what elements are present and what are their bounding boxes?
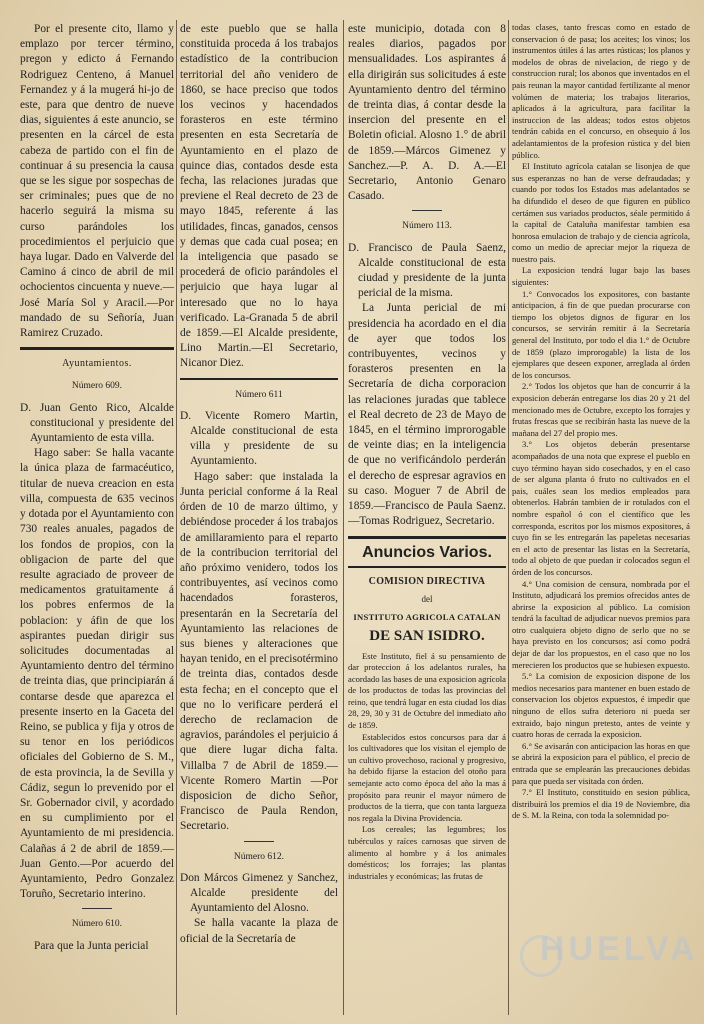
base-item: 7.° El Instituto, constituido en sesion pública, distribuirá los premios el dia 19 de Noviembre, dia de S. M. la Reina, con toda la solemnidad po- xyxy=(512,787,690,821)
institute-subtitle: DE SAN ISIDRO. xyxy=(369,628,485,645)
short-rule xyxy=(412,210,442,211)
notice-number: Número 610. xyxy=(71,919,123,930)
notice-heading: Don Márcos Gimenez y Sanchez, Alcalde presidente del Ayuntamiento del Alosno. xyxy=(180,871,338,915)
notice-number: Número 611 xyxy=(235,389,283,400)
announcement-paragraph: La exposicion tendrá lugar bajo las bases siguientes: xyxy=(512,265,690,288)
section-divider xyxy=(180,378,338,380)
base-item: 1.° Convocados los expositores, con bastante anticipacion, á fin de que puedan procurarse con tiempo los objetos dignos de figurar en los concursos, se servirán remitir á la Secretaría general del Instituto, por todo el dia 1.° de Octubre de 1859 (plazo improrogable) la lista de los ejemplares que deseen exponer, arreglada al órden de los concursos. xyxy=(512,288,690,380)
notice-body: La Junta pericial de mi presidencia ha acordado en el dia de ayer que todos los contribuyentes, vecinos y forasteros presenten en la Secretaría de dicha corporacion las relaciones juradas que tablece el Real decreto de 23 de Mayo de 1845, en el término improrogable de veinte dias; en la inteligencia de que no verificándolo perderán el derecho de espresar agravios en su caso. Moguer 7 de Abril de 1859.—Francisco de Paula Saenz.—Tomas Rodriguez, Secretario. xyxy=(348,302,506,528)
column-1 xyxy=(20,22,174,1012)
announcements-heading: Anuncios Varios. xyxy=(362,543,492,561)
column-rule xyxy=(176,20,177,1015)
notice-heading: D. Francisco de Paula Saenz, Alcalde constitucional de esta ciudad y presidente de la junta pericial de la misma. xyxy=(348,241,506,300)
notice-body: Hago saber: Se halla vacante la única plaza de farmacéutico, titular de nueva creacion en esta villa, compuesta de 635 vecinos y dotada por el Ayuntamiento con 730 reales anuales, pagados de los fondos de propios, con la obligacion de parte del que resulte agraciado de proveer de medicamentos gratuitamente á los pobres enfermos de la poblacion: y áfin de que los aspirantes puedan dirigir sus solicitudes documentadas al Ayuntamiento dentro del término de treinta dias, que principiarán á contarse desde que aparezca el presente inserto en la Gaceta del Reino, se publica y fija y otros de su tenor en los periódicos oficiales del Gobierno de S. M., de esta provincia, la de Sevilla y Cádiz, segun lo prevenido por el Sr. Gobernador civil, y acordado en su cumplimiento por el Ayuntamiento de mi presidencia. Calañas á 2 de abril de 1859.—Juan Gento.—Por acuerdo del Ayuntamiento, Pedro Gonzalez Toruño, Secretario interino. xyxy=(20,447,174,901)
section-heading: Ayuntamientos. xyxy=(62,358,132,370)
base-item: 2.° Todos los objetos que han de concurrir á la exposicion deberán entregarse los dias 20 y 21 del mencionado mes de Octubre, excepto los forrajes y frutas frescas que se recibirán hasta las nueve de la mañana del 27 del propio mes. xyxy=(512,381,690,438)
announcement-paragraph: El Instituto agrícola catalan se lisonjea de que sus esperanzas no han de verse defraudadas; y cuando por todos los Estados mas adelantados se ha difundido el deseo de que figuren en público certámen sus variados productos, séale permitido á la capital de Cataluña manifestar tambien esa honrosa emulacion de trabajo y de ciencia agrícola, como un medio de apreciar mejor la riqueza de nuestro pais. xyxy=(512,161,690,264)
notice-heading: D. Juan Gento Rico, Alcalde constitucional y presidente del Ayuntamiento de esta villa. xyxy=(20,401,174,445)
announcement-paragraph: Establecidos estos concursos para dar á los cultivadores que los visitan el ejemplo de un cultivo provechoso, racional y progresivo, ha debido fijarse la estacion del otoño para semejante acto como época del año la mas á propósito para reunir el mayor número de productos de la tierra, que con tanta largueza nos regala la Divina Providencia. xyxy=(348,731,506,823)
announcement-paragraph: Los cereales; las legumbres; los tubérculos y raíces carnosas que sirven de alimento al hombre y á los animales domésticos; los forrajes; las plantas industriales y económicas; las frutas de xyxy=(348,824,506,881)
announcement-paragraph: todas clases, tanto frescas como en estado de conservacion ó de pasa; los aceites; los vinos; los instrumentos útiles á las artes rústicas; los planos y modelos de obras de nivelacion, de riego y de construccion rural; los abonos que inventados en el pais reunan la mayor cantidad fertilizante al menor volúmen de materia; los trabajos literarios, aplicados á la agricultura, para facilitar la instruccion de las aldeas; todos estos objetos tendrán cabida en el concurso, en obsequio á los adelantamientos de la profesion rústica y del bien público. xyxy=(512,22,690,160)
commission-connector: del xyxy=(421,593,433,604)
notice-number: Número 612. xyxy=(233,851,285,862)
section-divider xyxy=(20,347,174,350)
notice-body: Para que la Junta pericial xyxy=(34,939,149,952)
notice-body: de este pueblo que se halla constituida proceda á los trabajos estadístico de la contribucion territorial del año venidero de 1860, se hace preciso que todos los vecinos y hacendados forasteros en este término presenten en esta Secretaría de Ayuntamiento en el plazo de quince dias, contados desde esta fecha, las relaciones juradas que previene el Real decreto de 23 de mayo 1845, referente á las utilidades, fincas, ganados, censos y demas que cada cual posea; en la inteligencia que pasado se procederá de oficio parándoles el perjuicio que haya lugar al interesado que no lo haya verificado. La-Granada 5 de abril de 1859.—El Alcalde presidente, Lino Martin.—El Secretario, Nicanor Diez. xyxy=(180,23,338,370)
notice-heading: D. Vicente Romero Martin, Alcalde constitucional de esta villa y presidente de su Ayuntamiento. xyxy=(180,409,338,468)
base-item: 5.° La comision de exposicion dispone de los medios necesarios para mantener en buen estado de conservacion los objetos expuestos, é impedir que ninguno de ellos sufra deterioro ni pueda ser extraido, bajo ningun pretesto, antes de veinte y cuatro horas de cerrada la exposicion. xyxy=(512,671,690,740)
edict-paragraph: Por el presente cito, llamo y emplazo por tercer término, pregon y edicto á Fernando Rodriguez Centeno, á Manuel Fernandez y á la mugerá hi-jo de este, para que dentro de nueve dias, siguientes á este anuncio, se presenten en la cárcel de esta cabeza de partido con el fin de continuar á su presencia la causa que se les sigue por sospechas de ser criminales; pues que de no hacerlo seguirá la misma su curso parándoles los procedimientos el perjuicio que haya lugar. Dado en Valverde del Camino á cinco de abril de mil ochocientos cincuenta y nueve.—José María Sol y Aracil.—Por mandado de su Señoría, Juan Ramirez Cruzado. xyxy=(20,23,174,340)
notice-body: Hago saber: que instalada la Junta pericial conforme á la Real órden de 10 de marzo último, y debiéndose proceder á los trabajos de amillaramiento para el reparto de la contribucion territorial del año próximo venidero, todos los contribuyentes, así vecinos como hacendados forasteros, presentarán en la Secretaría del Ayuntamiento las relaciones de sus bienes y alteraciones que hayan tenido, en el precisotérmino de treinta dias, contados desde esta fecha; en el concepto que el que no lo verificare perderá el derecho de reclamacion de agravios, parándoles el perjuicio á que diere lugar dicha falta. Villalba 7 de Abril de 1859.—Vicente Romero Martin —Por disposicion de dicho Señor, Francisco de Paula Rendon, Secretario. xyxy=(180,470,338,833)
column-4 xyxy=(512,22,690,1012)
column-rule xyxy=(508,20,509,1015)
base-item: 6.° Se avisarán con anticipacion las horas en que se abrirá la exposicion para el público, el precio de entrada que se emplearán las precauciones debidas para que pueda ser visitada con órden. xyxy=(512,740,690,786)
short-rule xyxy=(82,908,112,909)
announcement-paragraph: Este Instituto, fiel á su pensamiento de dar proteccion á los adelantos rurales, ha acordado las bases de una exposicion agrícola de los productos de todas las provincias del reino, que tendrá lugar en esta ciudad los dias 28, 29, 30 y 31 de Octubre del inmediato año de 1859. xyxy=(348,650,506,731)
notice-number: Número 113. xyxy=(402,221,452,232)
column-rule xyxy=(343,20,344,1015)
base-item: 4.° Una comision de censura, nombrada por el Instituto, adjudicará los premios ofrecidos antes de abrirse la exposicion al público. La comision tendrá la facultad de adjudicar nuevos premios para otro cualquiera objeto digno de serlo que no se haya previsto en los concursos; así como podrá dejar de dar los propuestos, en el caso que no los merecieren los productos que se hubiesen expuesto. xyxy=(512,578,690,670)
section-divider xyxy=(348,536,506,539)
commission-title: COMISION DIRECTIVA xyxy=(368,575,486,587)
notice-body: Se halla vacante la plaza de oficial de la Secretaría de xyxy=(180,917,338,945)
notice-body: este municipio, dotada con 8 reales diarios, pagados por mensualidades. Los aspirantes á ella dirigirán sus solicitudes á este Ayuntamiento dentro del término de treinta dias, á contar desde la insercion del presente en el Boletin oficial. Alosno 1.° de abril de 1859.—Márcos Gimenez y Sanchez.—P. A. D. A.—El Secretario, Antonio Genaro Casado. xyxy=(348,23,506,203)
base-item: 3.° Los objetos deberán presentarse acompañados de una nota que exprese el pueblo en cuyo término hayan sido cosechados, y en el caso de ser alguna planta ó fruto no cultivados en el pais, cuáles sean los medios empleados para obtenerlos. Habrán tambien de ir rotulados con el nombre español ó con el científico que les corresponda, escritos por los mismos expositores, á cuyo fin se les entregarán las papeletas necesarias en el acto de presentar las listas en la Secretaría, todo al objeto de que puedan ir colocados segun el órden de los concursos. xyxy=(512,439,690,577)
column-2 xyxy=(180,22,338,1012)
notice-number: Número 609. xyxy=(71,381,123,392)
institute-name: INSTITUTO AGRICOLA CATALAN xyxy=(353,612,501,623)
column-3 xyxy=(348,22,506,1012)
archive-watermark: HUELVA xyxy=(540,930,699,968)
short-rule xyxy=(244,841,274,842)
section-divider xyxy=(348,566,506,568)
